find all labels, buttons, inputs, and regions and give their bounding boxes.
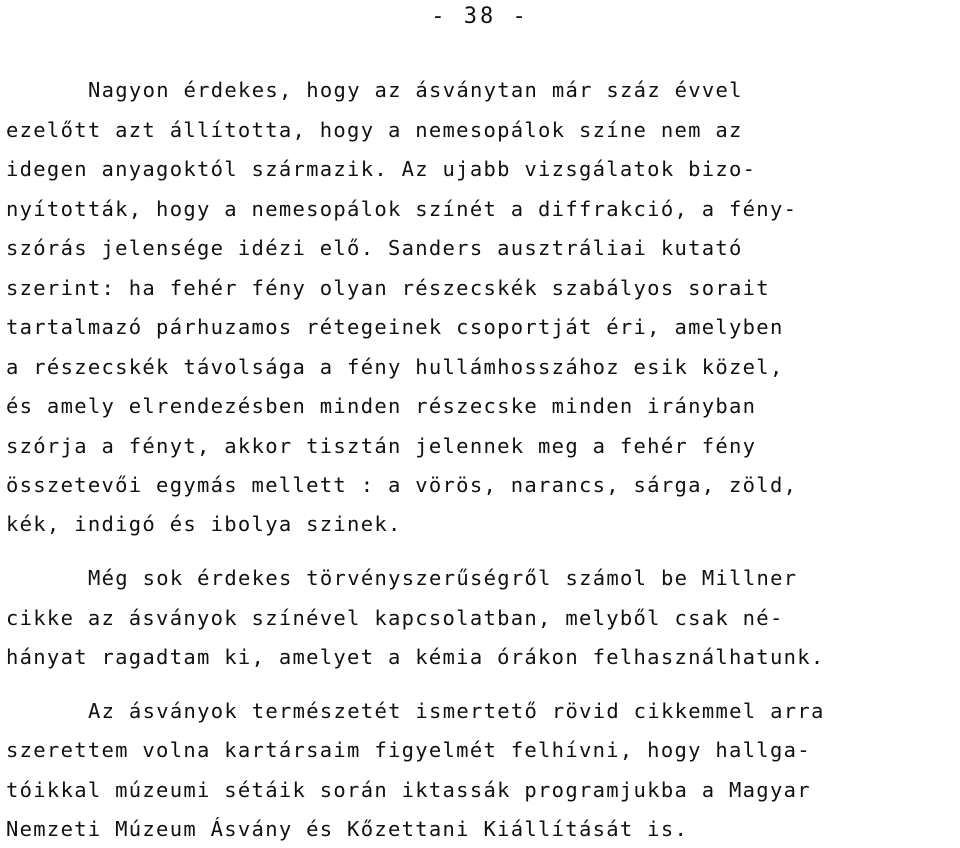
- paragraph-1-line-7: tartalmazó párhuzamos rétegeinek csoportját éri, amelyben: [6, 315, 784, 339]
- paragraph-1-line-12: kék, indigó és ibolya szinek.: [6, 512, 402, 536]
- page-number: - 38 -: [431, 4, 529, 29]
- paragraph-3-line-2: szerettem volna kartársaim figyelmét felhívni, hogy hallga-: [6, 738, 811, 762]
- paragraph-2-line-1: Még sok érdekes törvényszerűségről számol be Millner: [88, 566, 798, 590]
- paragraph-1-line-11: összetevői egymás mellett : a vörös, narancs, sárga, zöld,: [6, 473, 798, 497]
- paragraph-1-line-4: nyították, hogy a nemesopálok színét a diffrakció, a fény-: [6, 197, 798, 221]
- paragraph-1-line-2: ezelőtt azt állította, hogy a nemesopálok színe nem az: [6, 118, 743, 142]
- paragraph-3-line-4: Nemzeti Múzeum Ásvány és Kőzettani Kiállítását is.: [6, 817, 689, 841]
- paragraph-1-line-8: a részecskék távolsága a fény hullámhosszához esik közel,: [6, 355, 784, 379]
- paragraph-1-line-1: Nagyon érdekes, hogy az ásványtan már száz évvel: [88, 78, 743, 102]
- paragraph-3-line-3: tóikkal múzeumi sétáik során iktassák programjukba a Magyar: [6, 778, 811, 802]
- paragraph-3-line-1: Az ásványok természetét ismertető rövid cikkemmel arra: [88, 699, 825, 723]
- paragraph-1-line-3: idegen anyagoktól származik. Az ujabb vizsgálatok bizo-: [6, 157, 757, 181]
- paragraph-1-line-5: szórás jelensége idézi elő. Sanders ausztráliai kutató: [6, 236, 743, 260]
- paragraph-1-line-10: szórja a fényt, akkor tisztán jelennek meg a fehér fény: [6, 434, 757, 458]
- paragraph-1-line-6: szerint: ha fehér fény olyan részecskék szabályos sorait: [6, 276, 770, 300]
- paragraph-2-line-2: cikke az ásványok színével kapcsolatban, melyből csak né-: [6, 606, 784, 630]
- paragraph-1-line-9: és amely elrendezésben minden részecske minden irányban: [6, 394, 757, 418]
- paragraph-2-line-3: hányat ragadtam ki, amelyet a kémia órákon felhasználhatunk.: [6, 645, 825, 669]
